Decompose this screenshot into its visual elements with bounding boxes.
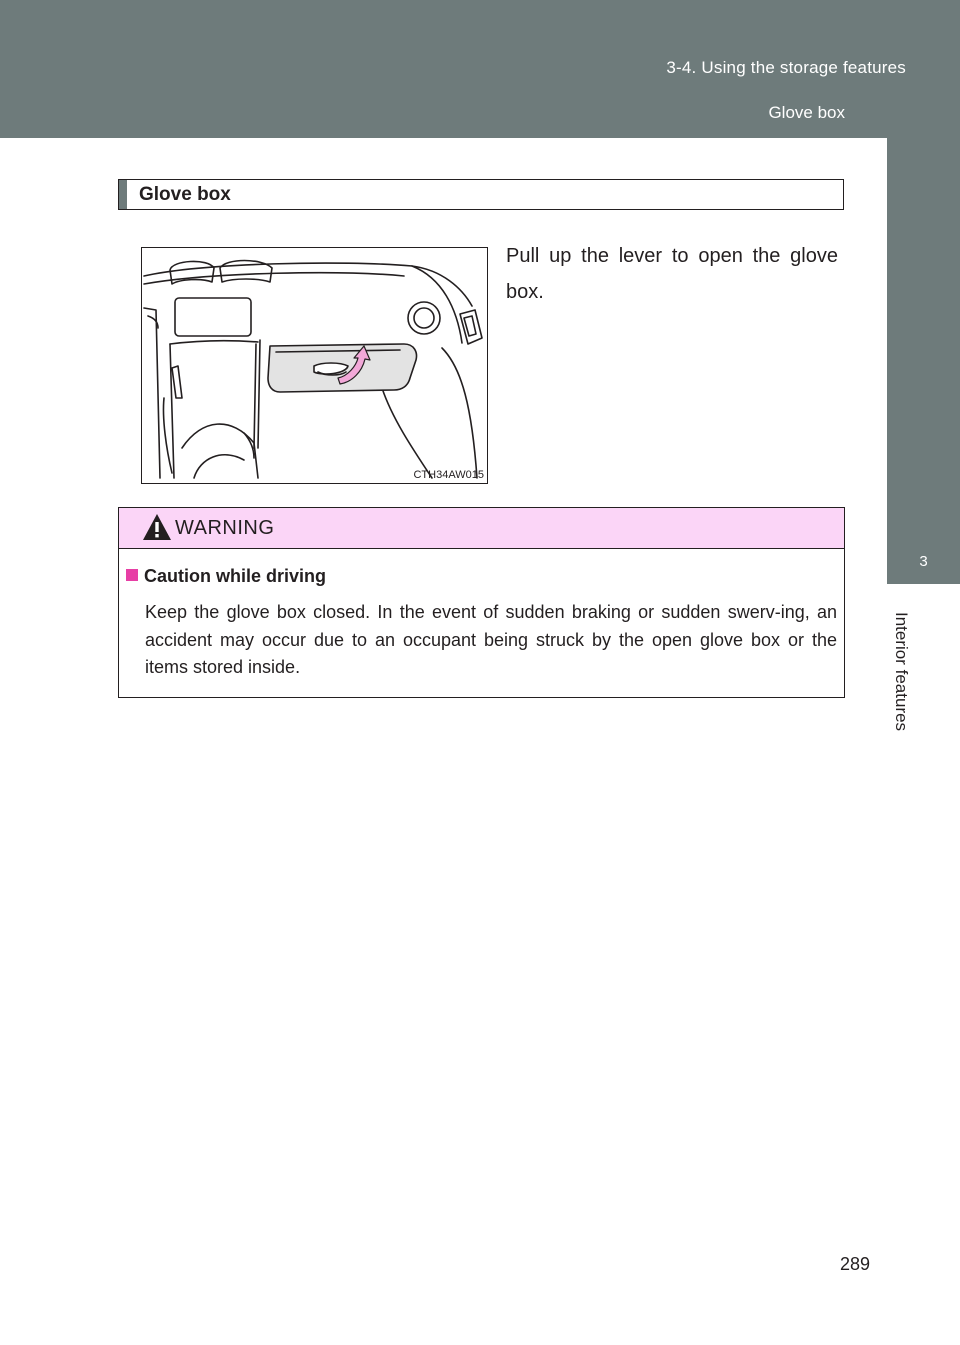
chapter-number: 3 bbox=[919, 553, 928, 570]
glove-box-illustration bbox=[141, 247, 488, 484]
page-number: 289 bbox=[840, 1254, 871, 1274]
warning-subhead-text: Caution while driving bbox=[144, 566, 327, 586]
instruction-text: Pull up the lever to open the glove box. bbox=[506, 245, 838, 303]
header-topic-title: Glove box bbox=[768, 103, 845, 122]
section-heading-text: Glove box bbox=[139, 184, 231, 205]
figure-code: CTH34AW015 bbox=[413, 469, 484, 481]
header-section-title: 3-4. Using the storage features bbox=[666, 58, 906, 77]
chapter-side-title bbox=[887, 612, 923, 772]
bullet-square-icon bbox=[126, 569, 138, 581]
section-heading bbox=[118, 179, 844, 210]
warning-body-text: Keep the glove box closed. In the event of sudden braking or sudden swerv-ing, an accident may occur due to an occupant being struck by the open glove box or the items stored inside. bbox=[145, 602, 837, 677]
header-band bbox=[0, 0, 960, 138]
warning-triangle-icon bbox=[142, 513, 172, 546]
chapter-side-tab bbox=[887, 138, 960, 584]
dashboard-drawing bbox=[142, 248, 487, 483]
warning-header bbox=[119, 508, 844, 549]
warning-subhead bbox=[126, 566, 326, 587]
chapter-title: Interior features bbox=[892, 612, 911, 732]
warning-title: WARNING bbox=[175, 517, 275, 539]
warning-box bbox=[118, 507, 845, 698]
